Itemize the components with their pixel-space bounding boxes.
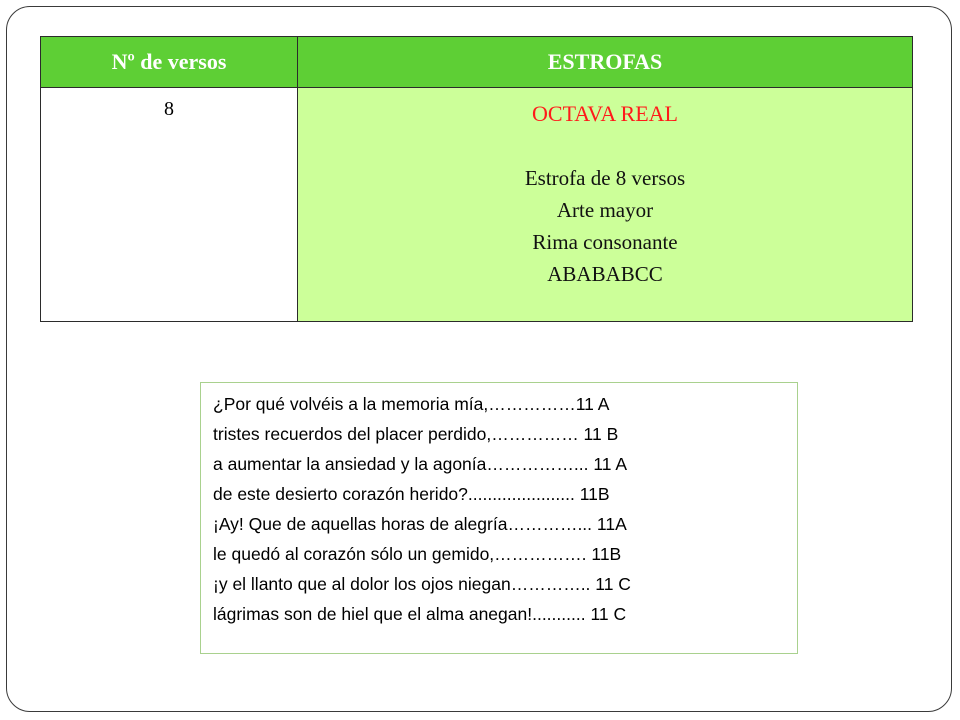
verse-count-cell: 8 <box>41 88 298 322</box>
table-header-row <box>41 37 913 88</box>
poem-line: de este desierto corazón herido?...................... 11B <box>213 484 610 504</box>
header-strophes: ESTROFAS <box>298 37 913 88</box>
poem-line: ¡y el llanto que al dolor los ojos niegan………….. 11 C <box>213 574 631 594</box>
poem-box <box>200 382 798 654</box>
poem-line: le quedó al corazón sólo un gemido,……………. 11B <box>213 544 622 564</box>
header-verse-count: Nº de versos <box>41 37 298 88</box>
strophe-name: OCTAVA REAL <box>532 101 678 126</box>
poem-line: a aumentar la ansiedad y la agonía……………... 11 A <box>213 454 628 474</box>
poem-line: ¡Ay! Que de aquellas horas de alegría…………... 11A <box>213 514 627 534</box>
poem-line: ¿Por qué volvéis a la memoria mía,……………11 A <box>213 394 610 414</box>
poem-line: tristes recuerdos del placer perdido,…………… 11 B <box>213 424 619 444</box>
strophe-detail-meter: Arte mayor <box>556 198 654 222</box>
strophe-detail-scheme: ABABABCC <box>547 262 663 286</box>
strophe-table <box>40 36 913 322</box>
strophe-cell <box>298 88 913 322</box>
poem-line: lágrimas son de hiel que el alma anegan!........... 11 C <box>213 604 627 624</box>
strophe-detail-verses: Estrofa de 8 versos <box>524 166 686 190</box>
table-row <box>41 88 913 322</box>
strophe-detail-rhyme: Rima consonante <box>532 230 678 254</box>
